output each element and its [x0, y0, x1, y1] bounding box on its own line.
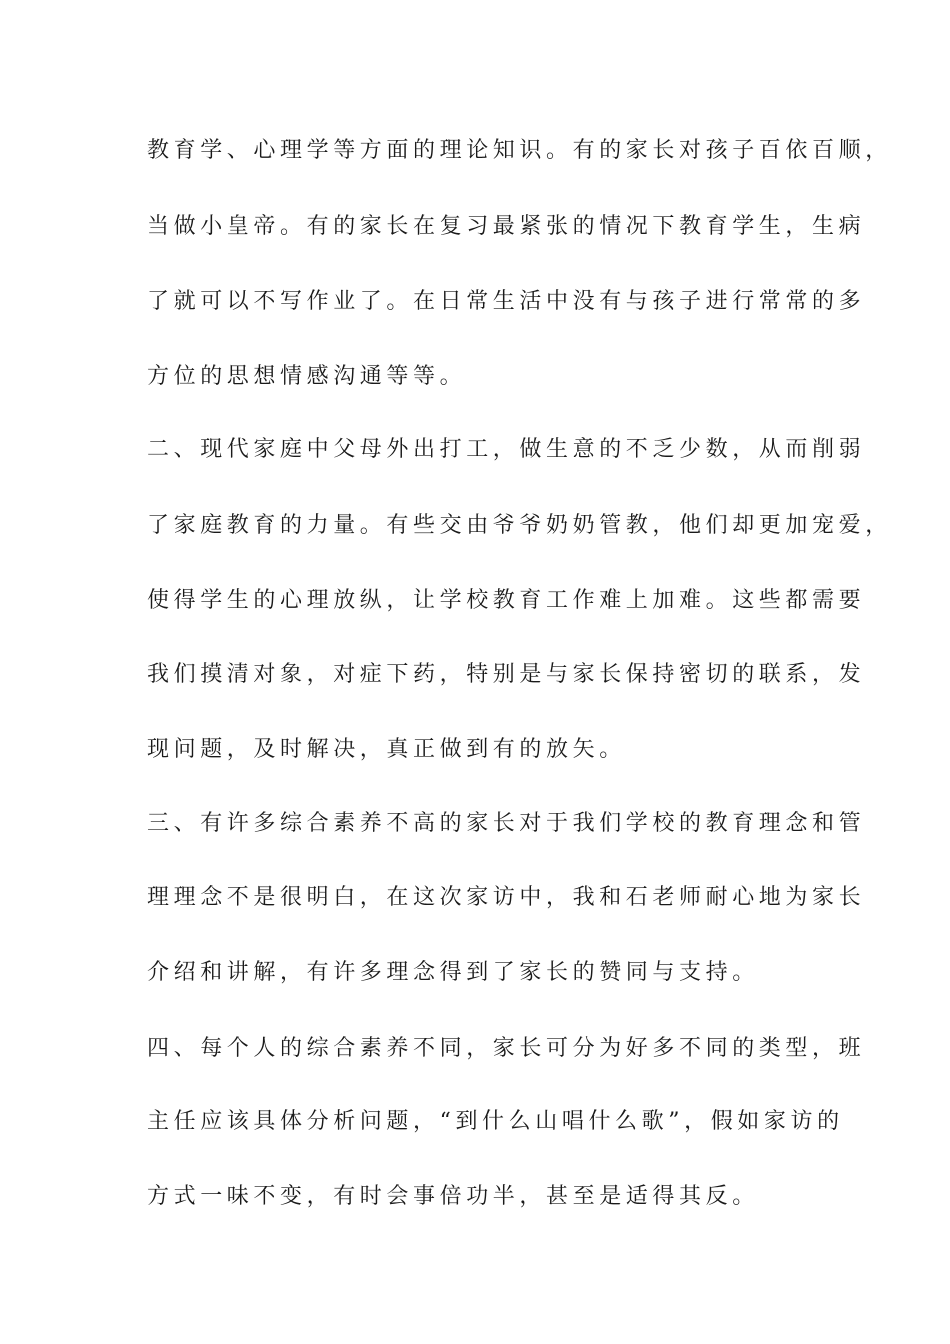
text-line-13: 四、每个人的综合素养不同，家长可分为好多不同的类型，班	[147, 1036, 866, 1061]
text-line-3: 了就可以不写作业了。在日常生活中没有与孩子进行常常的多	[147, 289, 866, 314]
text-line-14: 主任应该具体分析问题，“到什么山唱什么歌”，假如家访的	[147, 1109, 844, 1134]
text-line-8: 我们摸清对象，对症下药，特别是与家长保持密切的联系，发	[147, 662, 866, 687]
text-line-15: 方式一味不变，有时会事倍功半，甚至是适得其反。	[147, 1184, 759, 1209]
text-line-10: 三、有许多综合素养不高的家长对于我们学校的教育理念和管	[147, 811, 866, 836]
text-line-4: 方位的思想情感沟通等等。	[147, 364, 467, 389]
text-line-6: 了家庭教育的力量。有些交由爷爷奶奶管教，他们却更加宠爱，	[147, 513, 892, 538]
text-line-9: 现问题，及时解决，真正做到有的放矢。	[147, 737, 626, 762]
text-line-12: 介绍和讲解，有许多理念得到了家长的赞同与支持。	[147, 960, 759, 985]
text-line-1: 教育学、心理学等方面的理论知识。有的家长对孩子百依百顺，	[147, 138, 892, 163]
text-line-5: 二、现代家庭中父母外出打工，做生意的不乏少数，从而削弱	[147, 437, 866, 462]
text-line-2: 当做小皇帝。有的家长在复习最紧张的情况下教育学生，生病	[147, 214, 866, 239]
text-line-7: 使得学生的心理放纵，让学校教育工作难上加难。这些都需要	[147, 588, 866, 613]
text-line-11: 理理念不是很明白，在这次家访中，我和石老师耐心地为家长	[147, 885, 866, 910]
